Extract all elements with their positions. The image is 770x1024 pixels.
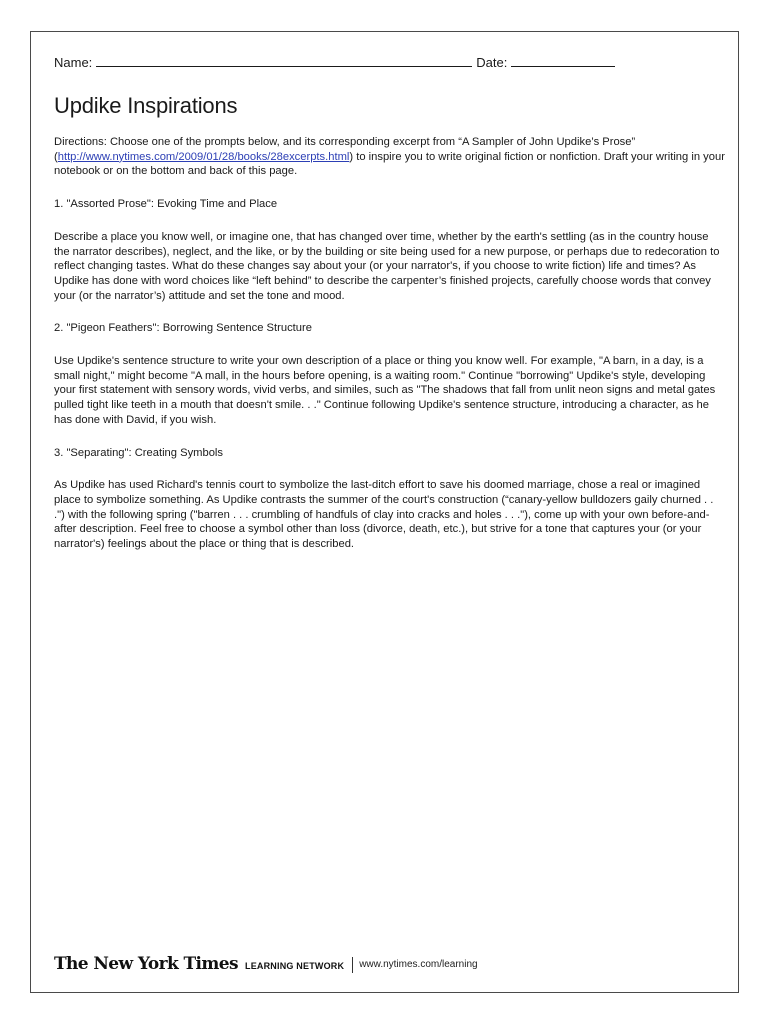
directions-paragraph: [54, 135, 726, 179]
prompt-2-title: 2. "Pigeon Feathers": Borrowing Sentence Structure: [54, 322, 312, 335]
name-field[interactable]: [96, 54, 472, 67]
prompt-1-body: Describe a place you know well, or imagine one, that has changed over time, whether by the earth's settling (as in the country house the narrator describes), neglect, and the like, or by the building or site being used for a new purpose, or perhaps due to redecoration to reflect changing tastes. What do these changes say about your (or your narrator's, if you choose to write fiction) life and times? As Updike has done with word choices like “left behind” to describe the carpenter’s finished projects, carefully choose words that convey your (or the narrator’s) attitude and set the tone and mood.: [54, 230, 720, 302]
worksheet-content: [54, 54, 726, 570]
footer: [54, 951, 478, 977]
directions-text-after-link: ) to inspire you to write original fiction or nonfiction. Draft your writing in your notebook or on the bottom and back of this page.: [54, 150, 725, 178]
name-label: Name:: [54, 55, 93, 70]
directions-label: Directions:: [54, 136, 107, 148]
name-date-line: [54, 54, 726, 71]
prompt-2-body: Use Updike's sentence structure to write your own description of a place or thing you know well. For example, "A barn, in a day, is a small night," might become "A mall, in the hours before opening, is a waiting room." Continue "borrowing" Updike's style, developing your first statement with sensory words, vivid verbs, and similes, such as "The shadows that fall from unlit neon signs and metal gates pulled tight like teeth in a mouth that doesn't smile. . ." Continue following Updike's sentence structure, introducing a character, as he has done with David, if you wish.: [54, 355, 716, 426]
prompt-3-body: As Updike has used Richard's tennis court to symbolize the last-ditch effort to save his doomed marriage, chose a real or imagined place to symbolize something. As Updike contrasts the summer of the court's construction (“canary-yellow bulldozers gaily churned . . .") with the following spring ("barren . . . crumbling of handfuls of clay into cracks and holes . . ."), come up with your own before-and-after description. Feel free to choose a symbol other than loss (divorce, death, etc.), but strive for a tone that captures your (or your narrator's) feelings about the place or thing that is described.: [54, 479, 714, 551]
page-title: Updike Inspirations: [54, 93, 238, 118]
footer-divider: [352, 957, 353, 973]
date-label: Date:: [476, 55, 508, 70]
directions-text-before-link: Choose one of the prompts below, and its corresponding excerpt from “A Sampler of John Updike’s Prose” (: [54, 136, 636, 163]
excerpts-link[interactable]: http://www.nytimes.com/2009/01/28/books/28excerpts.html: [57, 150, 350, 163]
learning-network-label: LEARNING NETWORK: [245, 960, 345, 971]
footer-url: www.nytimes.com/learning: [359, 959, 478, 970]
date-field[interactable]: [511, 54, 615, 67]
nyt-logo: The New York Times: [54, 954, 238, 974]
prompt-1-title: 1. "Assorted Prose": Evoking Time and Place: [54, 198, 278, 211]
prompt-3-title: 3. "Separating": Creating Symbols: [54, 446, 224, 459]
